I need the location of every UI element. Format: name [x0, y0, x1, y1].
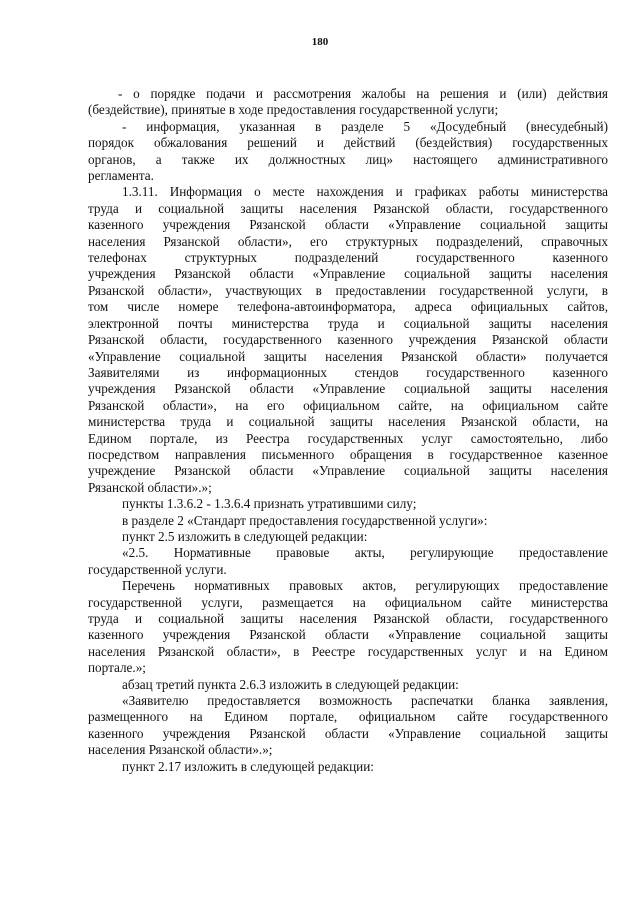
text-line: пункты 1.3.6.2 - 1.3.6.4 признать утратившими силу;: [122, 496, 417, 512]
text-line: Рязанской области», на его официальном сайте, на официальном сайте: [88, 397, 608, 413]
text-line: «Заявителю предоставляется возможность распечатки бланка заявления,: [122, 693, 608, 709]
text-line: казенного учреждения Рязанской области «Управление социальной защиты: [88, 217, 608, 233]
text-line: труда и социальной защиты населения Рязанской области, государственного: [88, 200, 608, 216]
text-line: Рязанской области, государственного казенного учреждения Рязанской области: [88, 332, 608, 348]
text-line: пункт 2.5 изложить в следующей редакции:: [122, 528, 368, 544]
text-line: государственной услуги, размещается на официальном сайте министерства: [88, 594, 608, 610]
text-line: том числе номере телефона-автоинформатора, адреса официальных сайтов,: [88, 299, 608, 315]
text-line: посредством направления письменного обращения в государственное казенное: [88, 446, 608, 462]
text-line: - информация, указанная в разделе 5 «Досудебный (внесудебный): [122, 118, 608, 134]
text-line: размещенного на Едином портале, официальном сайте государственного: [88, 709, 608, 725]
text-line: телефонах структурных подразделений государственного казенного: [88, 250, 608, 266]
text-line: пункт 2.17 изложить в следующей редакции:: [122, 758, 374, 774]
text-line: населения Рязанской области».»;: [88, 742, 273, 758]
text-line: «Управление социальной защиты населения Рязанской области» получается: [88, 348, 608, 364]
text-line: труда и социальной защиты населения Рязанской области, государственного: [88, 611, 608, 626]
text-line: учреждение Рязанской области «Управление социальной защиты населения: [88, 463, 608, 479]
text-line: «2.5. Нормативные правовые акты, регулирующие предоставление: [122, 545, 608, 561]
text-line: 1.3.11. Информация о месте нахождения и графиках работы министерства: [122, 184, 608, 200]
text-line: Заявителями из информационных стендов государственного казенного: [88, 364, 608, 380]
text-line: (бездействие), принятые в ходе предоставления государственной услуги;: [88, 102, 499, 118]
text-line: Едином портале, из Реестра государственных услуг самостоятельно, либо: [88, 430, 608, 446]
text-line: министерства труда и социальной защиты населения Рязанской области, на: [88, 414, 608, 430]
text-line: портале.»;: [88, 660, 146, 676]
page-number: 180: [311, 36, 329, 48]
text-line: казенного учреждения Рязанской области «Управление социальной защиты: [88, 725, 608, 741]
text-line: регламента.: [88, 168, 154, 184]
text-line: органов, а также их должностных лиц» настоящего административного: [88, 151, 608, 167]
text-line: в разделе 2 «Стандарт предоставления государственной услуги»:: [122, 512, 488, 528]
text-line: Перечень нормативных правовых актов, регулирующих предоставление: [122, 578, 608, 594]
document-body: [88, 86, 608, 775]
text-line: учреждения Рязанской области «Управление социальной защиты населения: [88, 381, 608, 397]
text-line: электронной почты министерства труда и социальной защиты населения: [88, 315, 608, 331]
text-line: порядок обжалования решений и действий (бездействия) государственных: [88, 135, 608, 151]
text-line: населения Рязанской области», в Реестре государственных услуг и на Едином: [88, 643, 608, 659]
text-line: абзац третий пункта 2.6.3 изложить в следующей редакции:: [122, 676, 459, 692]
text-line: населения Рязанской области», его структурных подразделений, справочных: [88, 233, 608, 249]
text-line: Рязанской области», участвующих в предоставлении государственной услуги, в: [88, 282, 608, 298]
text-line: учреждения Рязанской области «Управление социальной защиты населения: [88, 266, 608, 282]
text-line: - о порядке подачи и рассмотрения жалобы на решения и (или) действия: [118, 86, 608, 101]
text-line: казенного учреждения Рязанской области «Управление социальной защиты: [88, 627, 608, 643]
text-line: Рязанской области».»;: [88, 479, 212, 495]
text-line: государственной услуги.: [88, 561, 227, 577]
